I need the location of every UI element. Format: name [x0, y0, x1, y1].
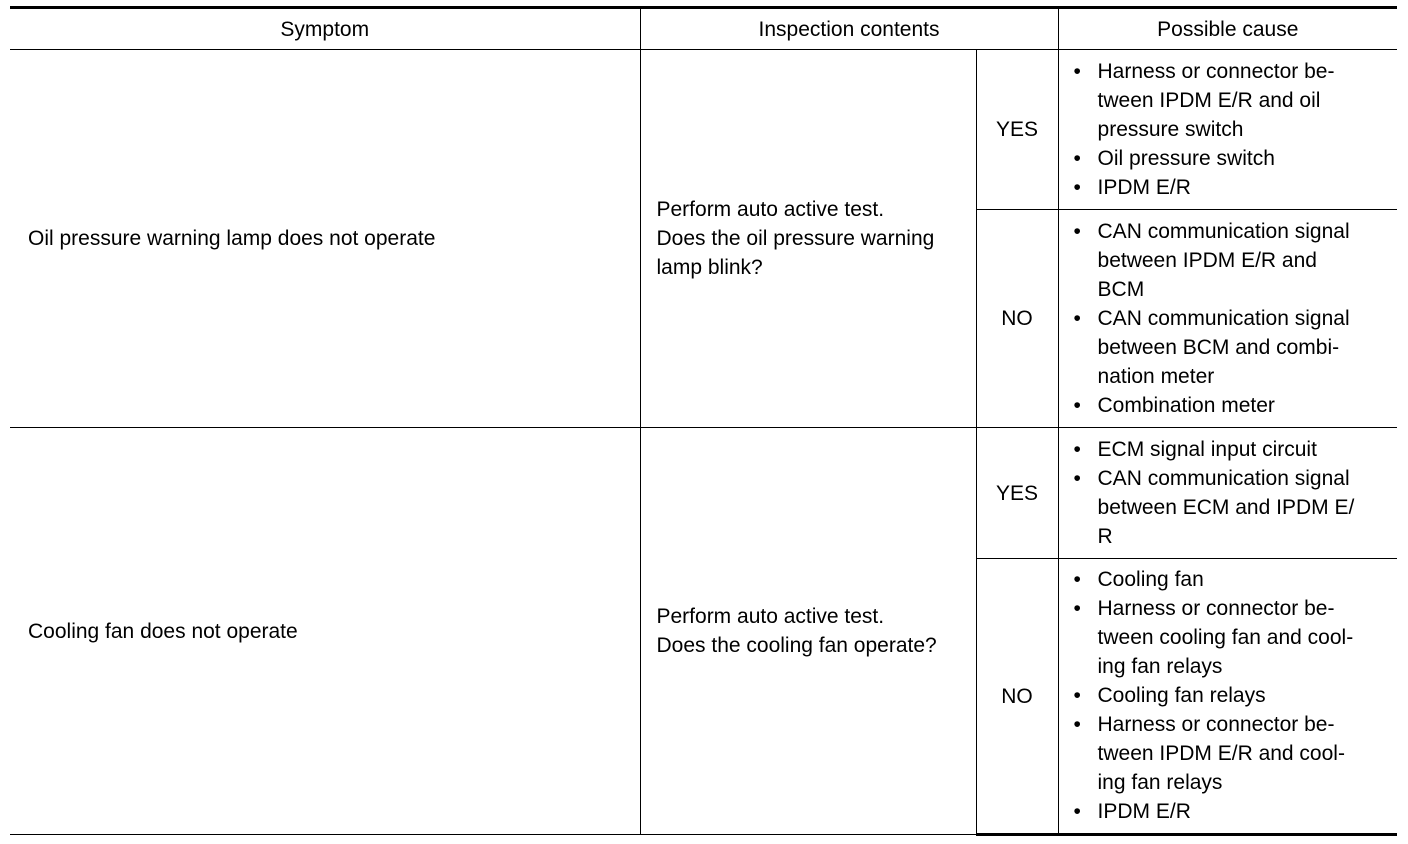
diagnosis-table: [10, 6, 1397, 836]
header-inspection-contents: Inspection contents: [640, 8, 1058, 50]
header-possible-cause: Possible cause: [1058, 8, 1397, 50]
list-item: [1073, 304, 1392, 391]
list-item: [1073, 391, 1392, 420]
result-no: NO: [976, 559, 1058, 835]
cause-text: tween IPDM E/R and oil: [1097, 88, 1321, 112]
list-item: [1073, 710, 1392, 797]
possible-cause-cell: [1058, 428, 1397, 559]
bullet-icon: •: [1073, 393, 1081, 417]
list-item: [1073, 144, 1392, 173]
cause-text: Oil pressure switch: [1097, 146, 1275, 170]
result-no: NO: [976, 210, 1058, 428]
bullet-icon: •: [1073, 800, 1081, 823]
list-item: [1073, 797, 1392, 826]
bullet-icon: •: [1073, 146, 1081, 170]
result-yes: YES: [976, 50, 1058, 210]
bullet-icon: •: [1073, 59, 1081, 83]
symptom-cell: [10, 50, 640, 428]
inspection-line: Does the oil pressure warning: [656, 227, 935, 250]
symptom-text: Cooling fan does not operate: [28, 619, 298, 643]
header-symptom: Symptom: [10, 8, 640, 50]
cause-text: pressure switch: [1097, 117, 1244, 141]
list-item: [1073, 435, 1392, 464]
result-yes: YES: [976, 428, 1058, 559]
table-row: [10, 428, 1397, 559]
list-item: [1073, 57, 1392, 144]
cause-text: between ECM and IPDM E/: [1097, 495, 1355, 519]
bullet-icon: •: [1073, 437, 1081, 461]
list-item: [1073, 173, 1392, 202]
cause-text: CAN communication signal: [1097, 466, 1350, 490]
inspection-cell: [640, 428, 976, 835]
cause-text: nation meter: [1097, 364, 1215, 388]
cause-list: [1073, 57, 1392, 202]
list-item: [1073, 565, 1392, 594]
cause-text: ECM signal input circuit: [1097, 437, 1317, 461]
cause-list: [1073, 217, 1392, 420]
cause-text: Harness or connector be-: [1097, 59, 1335, 83]
list-item: [1073, 217, 1392, 304]
inspection-line: lamp blink?: [656, 256, 763, 279]
symptom-cell: [10, 428, 640, 835]
cause-text: IPDM E/R: [1097, 800, 1191, 823]
cause-text: CAN communication signal: [1097, 219, 1350, 243]
bullet-icon: •: [1073, 684, 1081, 707]
cause-list: [1073, 435, 1392, 551]
cause-text: ing fan relays: [1097, 655, 1223, 678]
cause-text: R: [1097, 524, 1113, 548]
cause-text: Harness or connector be-: [1097, 713, 1335, 736]
inspection-line: Does the cooling fan operate?: [656, 634, 937, 657]
bullet-icon: •: [1073, 713, 1081, 736]
header-row: [10, 8, 1397, 50]
possible-cause-cell: [1058, 210, 1397, 428]
cause-text: between IPDM E/R and: [1097, 248, 1317, 272]
cause-text: Harness or connector be-: [1097, 597, 1335, 620]
symptom-text: Oil pressure warning lamp does not operate: [28, 227, 436, 250]
bullet-icon: •: [1073, 466, 1081, 490]
list-item: [1073, 464, 1392, 551]
cause-text: IPDM E/R: [1097, 175, 1191, 199]
table-row: [10, 50, 1397, 210]
possible-cause-cell: [1058, 50, 1397, 210]
bullet-icon: •: [1073, 597, 1081, 620]
possible-cause-cell: [1058, 559, 1397, 835]
inspection-line: Perform auto active test.: [656, 198, 885, 221]
cause-text: between BCM and combi-: [1097, 335, 1340, 359]
cause-text: ing fan relays: [1097, 771, 1223, 794]
cause-text: Cooling fan: [1097, 568, 1204, 591]
bullet-icon: •: [1073, 306, 1081, 330]
inspection-line: Perform auto active test.: [656, 605, 885, 628]
cause-text: BCM: [1097, 277, 1145, 301]
list-item: [1073, 681, 1392, 710]
bullet-icon: •: [1073, 175, 1081, 199]
list-item: [1073, 594, 1392, 681]
cause-text: tween IPDM E/R and cool-: [1097, 742, 1345, 765]
cause-list: [1073, 565, 1392, 826]
inspection-cell: [640, 50, 976, 428]
cause-text: CAN communication signal: [1097, 306, 1350, 330]
bullet-icon: •: [1073, 568, 1081, 591]
cause-text: Combination meter: [1097, 393, 1275, 417]
bullet-icon: •: [1073, 219, 1081, 243]
cause-text: tween cooling fan and cool-: [1097, 626, 1354, 649]
cause-text: Cooling fan relays: [1097, 684, 1266, 707]
